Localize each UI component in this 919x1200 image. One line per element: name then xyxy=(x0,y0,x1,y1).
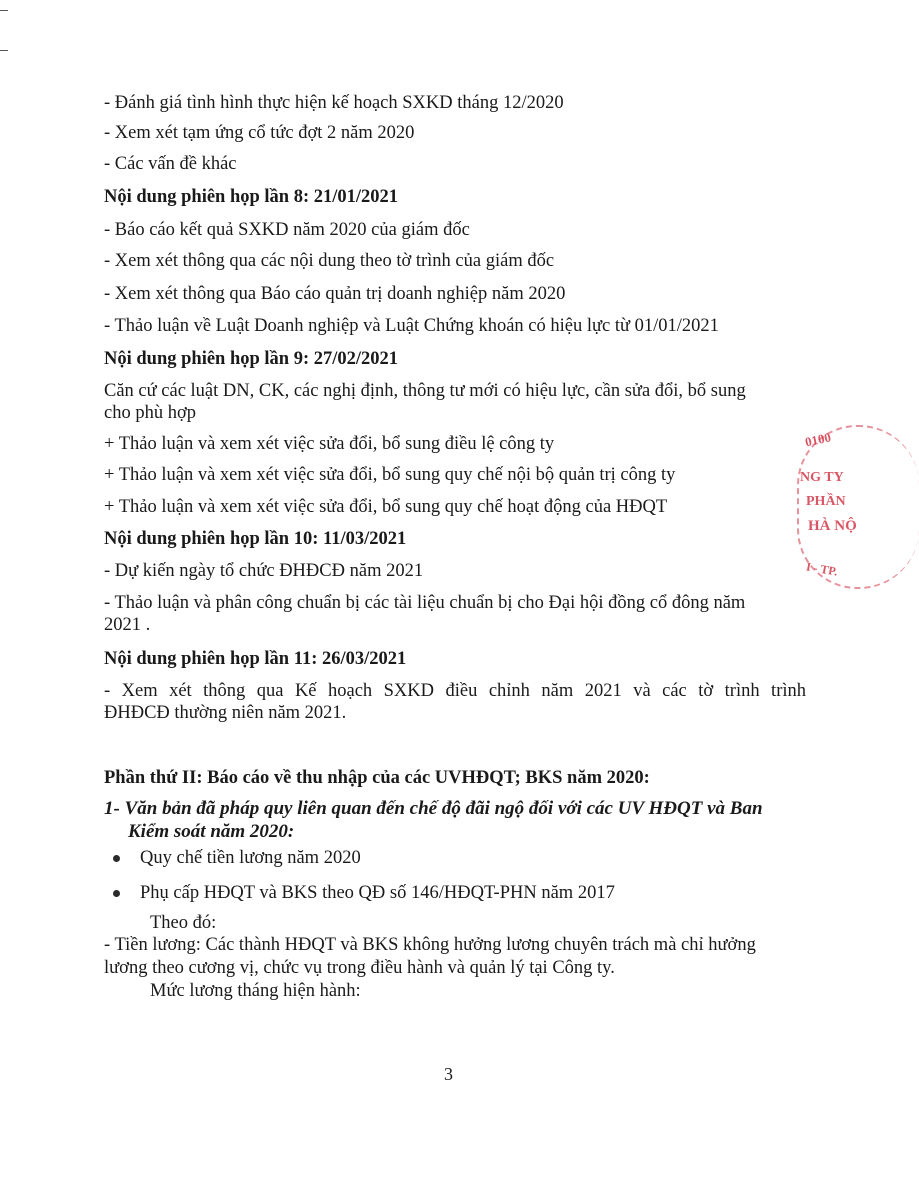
bullet-item: Phụ cấp HĐQT và BKS theo QĐ số 146/HĐQT-PHN năm 2017 xyxy=(140,883,615,903)
text-line: Căn cứ các luật DN, CK, các nghị định, thông tư mới có hiệu lực, cần sửa đổi, bổ sung xyxy=(104,381,746,401)
text-line: + Thảo luận và xem xét việc sửa đổi, bổ sung quy chế hoạt động của HĐQT xyxy=(104,497,668,517)
section-heading: Nội dung phiên họp lần 8: 21/01/2021 xyxy=(104,187,399,207)
part-heading: Phần thứ II: Báo cáo về thu nhập của các UVHĐQT; BKS năm 2020: xyxy=(104,768,650,788)
text-line: - Các vấn đề khác xyxy=(104,154,237,174)
subheading: Kiểm soát năm 2020: xyxy=(128,821,295,842)
text-line: lương theo cương vị, chức vụ trong điều hành và quản lý tại Công ty. xyxy=(104,958,615,978)
text-line: - Xem xét tạm ứng cổ tức đợt 2 năm 2020 xyxy=(104,123,415,143)
text-line: 2021 . xyxy=(104,615,151,635)
scan-mark xyxy=(0,10,8,11)
text-line: - Đánh giá tình hình thực hiện kế hoạch SXKD tháng 12/2020 xyxy=(104,93,564,113)
section-heading: Nội dung phiên họp lần 10: 11/03/2021 xyxy=(104,529,407,549)
stamp-text: NG TY xyxy=(800,470,844,485)
text-line: - Thảo luận và phân công chuẩn bị các tài liệu chuẩn bị cho Đại hội đồng cổ đông năm xyxy=(104,593,746,613)
bullet-icon xyxy=(113,855,120,862)
scan-mark xyxy=(0,50,8,51)
bullet-item: Quy chế tiền lương năm 2020 xyxy=(140,848,361,868)
section-heading: Nội dung phiên họp lần 11: 26/03/2021 xyxy=(104,649,407,669)
text-line: - Xem xét thông qua các nội dung theo tờ trình của giám đốc xyxy=(104,251,555,271)
text-line: - Báo cáo kết quả SXKD năm 2020 của giám đốc xyxy=(104,220,470,240)
text-line: - Thảo luận về Luật Doanh nghiệp và Luật Chứng khoán có hiệu lực từ 01/01/2021 xyxy=(104,316,719,336)
text-line: - Xem xét thông qua Báo cáo quản trị doanh nghiệp năm 2020 xyxy=(104,284,566,304)
stamp-text: 0100 xyxy=(803,429,833,450)
text-line: - Tiền lương: Các thành HĐQT và BKS không hưởng lương chuyên trách mà chỉ hưởng xyxy=(104,935,756,955)
text-line: cho phù hợp xyxy=(104,403,196,423)
text-line: - Xem xét thông qua Kế hoạch SXKD điều chỉnh năm 2021 và các tờ trình trình xyxy=(104,681,806,701)
page-number: 3 xyxy=(444,1064,453,1084)
stamp-text: I - TP. xyxy=(805,559,839,579)
section-heading: Nội dung phiên họp lần 9: 27/02/2021 xyxy=(104,349,399,369)
stamp-text: PHẦN xyxy=(806,494,846,509)
text-line: - Dự kiến ngày tổ chức ĐHĐCĐ năm 2021 xyxy=(104,561,424,581)
text-line: ĐHĐCĐ thường niên năm 2021. xyxy=(104,703,347,723)
text-line: + Thảo luận và xem xét việc sửa đổi, bổ sung quy chế nội bộ quản trị công ty xyxy=(104,465,676,485)
text-line: Theo đó: xyxy=(150,913,217,933)
subheading: 1- Văn bản đã pháp quy liên quan đến chế độ đãi ngộ đối với các UV HĐQT và Ban xyxy=(104,798,763,819)
text-line: Mức lương tháng hiện hành: xyxy=(150,981,361,1001)
bullet-icon xyxy=(113,890,120,897)
text-line: + Thảo luận và xem xét việc sửa đổi, bổ sung điều lệ công ty xyxy=(104,434,555,454)
stamp-text: HÀ NỘ xyxy=(808,518,857,534)
